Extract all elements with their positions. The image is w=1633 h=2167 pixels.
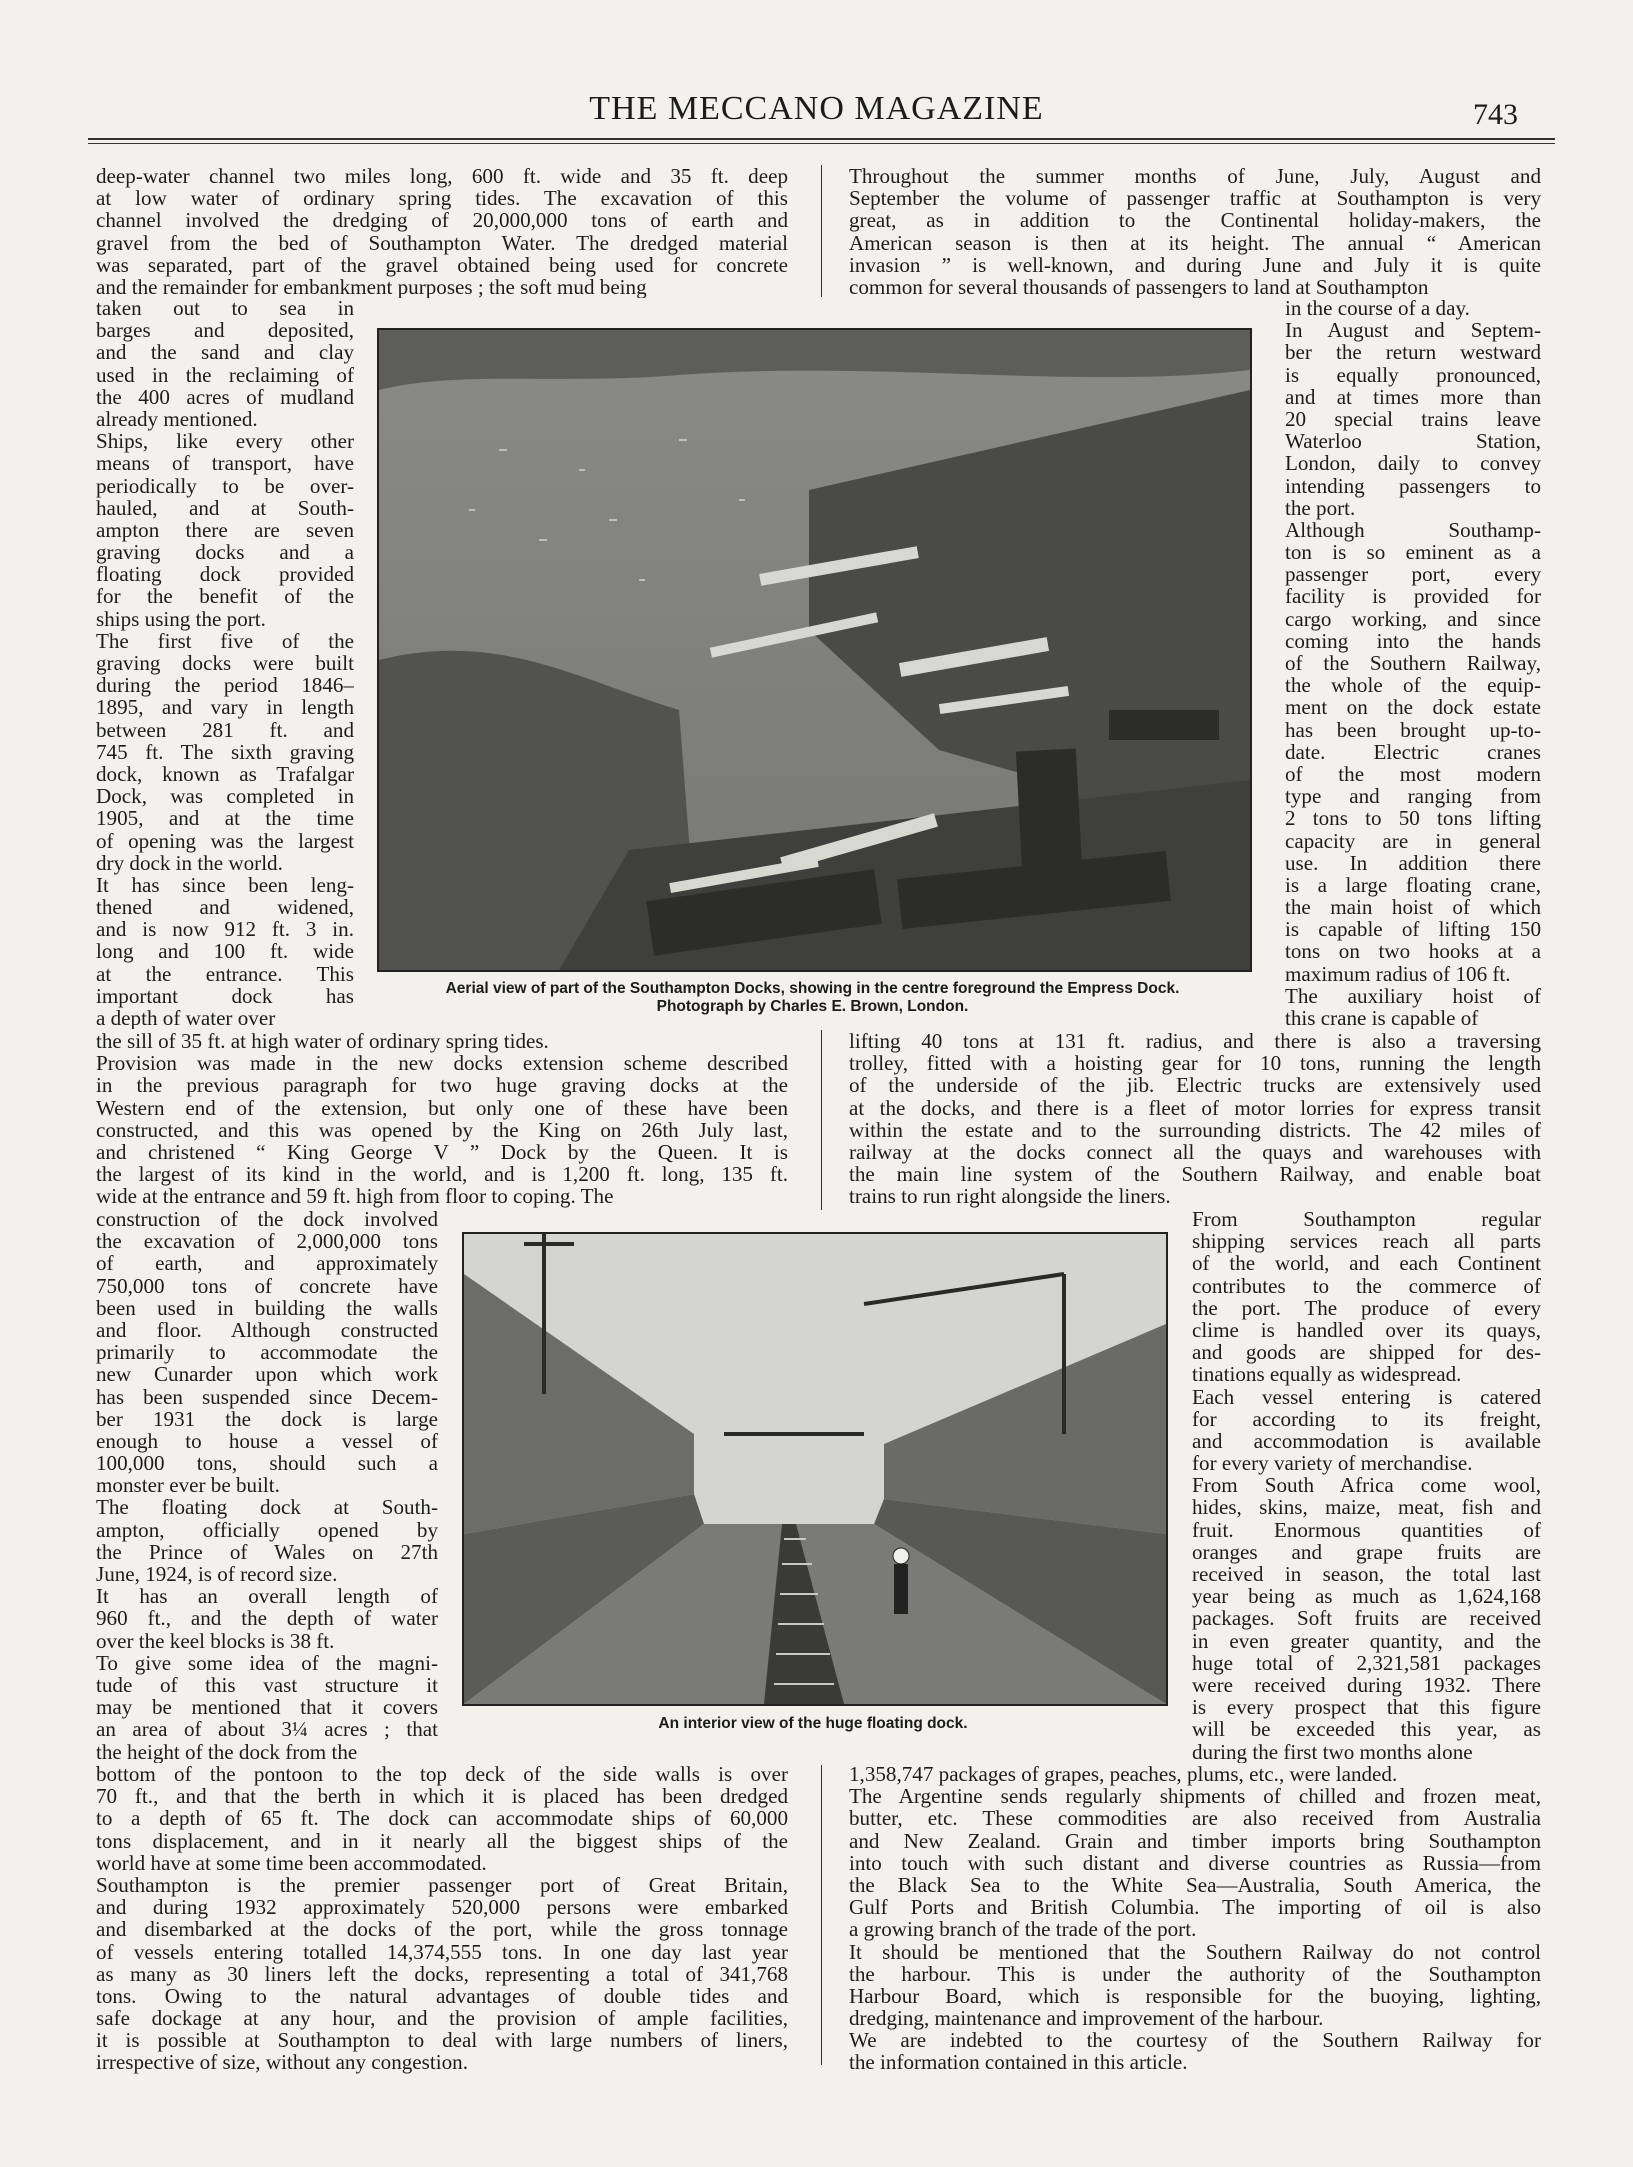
right-column-bottom-text bbox=[849, 1763, 1541, 2074]
floating-dock-photo bbox=[462, 1232, 1168, 1706]
text-line: the largest of its kind in the world, and is 1,200 ft. long, 135 ft. bbox=[96, 1162, 788, 1187]
text-line: 1905, and at the time bbox=[96, 806, 354, 831]
text-line: hauled, and at South- bbox=[96, 495, 354, 520]
text-line: the information contained in this article. bbox=[849, 2050, 1188, 2074]
text-line: and the sand and clay bbox=[96, 340, 354, 365]
magazine-title: THE MECCANO MAGAZINE bbox=[589, 90, 1044, 127]
text-line: The auxiliary hoist of bbox=[1285, 983, 1541, 1008]
aerial-caption-line-1: Aerial view of part of the Southampton Docks, showing in the centre foreground the Empress Dock. bbox=[445, 980, 1180, 997]
text-line: graving docks were built bbox=[96, 651, 354, 675]
text-line: packages. Soft fruits are received bbox=[1192, 1606, 1541, 1631]
right-column-wrap-text-2 bbox=[1192, 1208, 1541, 1763]
right-column-wrap-text-1 bbox=[1285, 297, 1541, 1029]
text-line: of earth, and approximately bbox=[96, 1251, 438, 1276]
text-line: important dock has bbox=[96, 983, 354, 1008]
text-line: maximum radius of 106 ft. bbox=[1285, 961, 1511, 986]
text-line: We are indebted to the courtesy of the Southern Railway for bbox=[849, 2028, 1541, 2053]
text-line: year being as much as 1,624,168 bbox=[1192, 1584, 1541, 1609]
right-column-middle-text bbox=[849, 1030, 1541, 1208]
text-line: It has an overall length of bbox=[96, 1584, 438, 1609]
text-line: Ships, like every other bbox=[96, 429, 354, 454]
text-line: ampton there are seven bbox=[96, 517, 354, 542]
text-line: The Argentine sends regularly shipments of chilled and frozen meat, bbox=[849, 1784, 1541, 1809]
text-line: was separated, part of the gravel obtained being used for concrete bbox=[96, 252, 788, 277]
text-line: has been suspended since Decem- bbox=[96, 1384, 438, 1409]
text-line: the 400 acres of mudland bbox=[96, 384, 354, 409]
text-line: and during 1932 approximately 520,000 persons were embarked bbox=[96, 1895, 788, 1920]
text-line: a depth of water over bbox=[96, 1006, 276, 1030]
text-line: From Southampton regular bbox=[1192, 1208, 1541, 1231]
text-line: ampton, officially opened by bbox=[96, 1517, 438, 1542]
left-column-wrap-text-2 bbox=[96, 1208, 438, 1763]
text-line: the sill of 35 ft. at high water of ordinary spring tides. bbox=[96, 1030, 549, 1053]
text-line: and accommodation is available bbox=[1192, 1428, 1541, 1453]
text-line: passenger port, every bbox=[1285, 562, 1541, 587]
text-line: barges and deposited, bbox=[96, 318, 354, 343]
text-line: and goods are shipped for des- bbox=[1192, 1340, 1541, 1365]
text-line: coming into the hands bbox=[1285, 628, 1541, 653]
text-line: and christened “ King George V ” Dock by the Queen. It is bbox=[96, 1139, 788, 1164]
column-divider-middle bbox=[821, 1030, 822, 1210]
text-line: an area of about 3¼ acres ; that bbox=[96, 1717, 438, 1742]
text-line: used in the reclaiming of bbox=[96, 362, 354, 387]
text-line: were received during 1932. There bbox=[1192, 1672, 1541, 1697]
text-line: facility is provided for bbox=[1285, 584, 1541, 609]
text-line: oranges and grape fruits are bbox=[1192, 1539, 1541, 1564]
text-line: long and 100 ft. wide bbox=[96, 939, 354, 964]
text-line: has been brought up-to- bbox=[1285, 717, 1541, 742]
page-number: 743 bbox=[1473, 98, 1518, 131]
text-line: butter, etc. These commodities are also received from Australia bbox=[849, 1806, 1541, 1831]
aerial-photo-caption bbox=[377, 980, 1248, 1016]
text-line: huge total of 2,321,581 packages bbox=[1192, 1650, 1541, 1675]
text-line: been used in building the walls bbox=[96, 1295, 438, 1320]
text-line: Gulf Ports and British Columbia. The importing of oil is also bbox=[849, 1895, 1541, 1920]
text-line: into touch with such distant and diverse countries as Russia—from bbox=[849, 1850, 1541, 1875]
text-line: at low water of ordinary spring tides. The excavation of this bbox=[96, 186, 788, 211]
aerial-caption-line-2: Photograph by Charles E. Brown, London. bbox=[656, 998, 969, 1015]
text-line: and disembarked at the docks of the port, while the gross tonnage bbox=[96, 1917, 788, 1942]
text-line: lifting 40 tons at 131 ft. radius, and there is also a traversing bbox=[849, 1030, 1541, 1053]
text-line: taken out to sea in bbox=[96, 297, 354, 320]
text-line: ton is so eminent as a bbox=[1285, 540, 1541, 565]
text-line: the excavation of 2,000,000 tons bbox=[96, 1229, 438, 1254]
floating-dock-illustration bbox=[464, 1234, 1166, 1704]
text-line: of opening was the largest bbox=[96, 828, 354, 853]
header-rule bbox=[88, 138, 1555, 140]
text-line: In August and Septem- bbox=[1285, 318, 1541, 343]
text-line: of the most modern bbox=[1285, 761, 1541, 786]
left-column-middle-text bbox=[96, 1030, 788, 1208]
text-line: and the remainder for embankment purposes ; the soft mud being bbox=[96, 274, 647, 299]
text-line: tude of this vast structure it bbox=[96, 1672, 438, 1697]
text-line: 100,000 tons, should such a bbox=[96, 1451, 438, 1476]
left-column-wrap-text-1 bbox=[96, 297, 354, 1029]
text-line: railway at the docks connect all the quays and warehouses with bbox=[849, 1139, 1541, 1164]
text-line: use. In addition there bbox=[1285, 850, 1541, 875]
text-line: of the Southern Railway, bbox=[1285, 651, 1541, 675]
text-line: is capable of lifting 150 bbox=[1285, 917, 1541, 942]
aerial-dock-photo bbox=[377, 328, 1252, 972]
text-line: during the first two months alone bbox=[1192, 1739, 1473, 1763]
text-line: shipping services reach all parts bbox=[1192, 1229, 1541, 1254]
text-line: the main hoist of which bbox=[1285, 895, 1541, 920]
text-line: between 281 ft. and bbox=[96, 717, 354, 742]
text-line: means of transport, have bbox=[96, 451, 354, 476]
text-line: 745 ft. The sixth graving bbox=[96, 739, 354, 764]
text-line: 750,000 tons of concrete have bbox=[96, 1273, 438, 1298]
text-line: safe dockage at any hour, and the provision of ample facilities, bbox=[96, 2006, 788, 2031]
text-line: in the previous paragraph for two huge graving docks at the bbox=[96, 1073, 788, 1098]
text-line: trolley, fitted with a hoisting gear for 10 tons, running the length bbox=[849, 1051, 1541, 1076]
text-line: June, 1924, is of record size. bbox=[96, 1562, 338, 1586]
text-line: and at times more than bbox=[1285, 384, 1541, 409]
text-line: received in season, the total last bbox=[1192, 1562, 1541, 1586]
text-line: for according to its freight, bbox=[1192, 1406, 1541, 1431]
text-line: ber 1931 the dock is large bbox=[96, 1406, 438, 1431]
text-line: the height of the dock from the bbox=[96, 1739, 358, 1763]
text-line: to a depth of 65 ft. The dock can accommodate ships of 60,000 bbox=[96, 1806, 788, 1831]
text-line: channel involved the dredging of 20,000,000 tons of earth and bbox=[96, 208, 788, 233]
text-line: and floor. Although constructed bbox=[96, 1317, 438, 1342]
text-line: To give some idea of the magni- bbox=[96, 1650, 438, 1675]
text-line: From South Africa come wool, bbox=[1192, 1473, 1541, 1498]
text-line: dock, known as Trafalgar bbox=[96, 761, 354, 786]
text-line: capacity are in general bbox=[1285, 828, 1541, 853]
text-line: 20 special trains leave bbox=[1285, 406, 1541, 431]
text-line: world have at some time been accommodated. bbox=[96, 1850, 487, 1875]
text-line: fruit. Enormous quantities of bbox=[1192, 1517, 1541, 1542]
text-line: the main line system of the Southern Railway, and enable boat bbox=[849, 1162, 1541, 1187]
text-line: intending passengers to bbox=[1285, 473, 1541, 498]
text-line: 2 tons to 50 tons lifting bbox=[1285, 806, 1541, 831]
text-line: tons on two hooks at a bbox=[1285, 939, 1541, 964]
text-line: will be exceeded this year, as bbox=[1192, 1717, 1541, 1742]
text-line: within the estate and to the surrounding districts. The 42 miles of bbox=[849, 1117, 1541, 1142]
text-line: Each vessel entering is catered bbox=[1192, 1384, 1541, 1409]
left-column-bottom-text bbox=[96, 1763, 788, 2074]
text-line: of the world, and each Continent bbox=[1192, 1251, 1541, 1276]
text-line: is a large floating crane, bbox=[1285, 872, 1541, 897]
text-line: contributes to the commerce of bbox=[1192, 1273, 1541, 1298]
text-line: new Cunarder upon which work bbox=[96, 1362, 438, 1387]
text-line: gravel from the bed of Southampton Water. The dredged material bbox=[96, 230, 788, 255]
text-line: periodically to be over- bbox=[96, 473, 354, 498]
text-line: is every prospect that this figure bbox=[1192, 1695, 1541, 1720]
text-line: ships using the port. bbox=[96, 606, 266, 631]
text-line: and is now 912 ft. 3 in. bbox=[96, 917, 354, 942]
text-line: the Black Sea to the White Sea—Australia, South America, the bbox=[849, 1872, 1541, 1897]
text-line: primarily to accommodate the bbox=[96, 1340, 438, 1365]
text-line: it is possible at Southampton to deal with large numbers of liners, bbox=[96, 2028, 788, 2053]
text-line: graving docks and a bbox=[96, 540, 354, 565]
text-line: dry dock in the world. bbox=[96, 850, 283, 875]
text-line: a growing branch of the trade of the port. bbox=[849, 1917, 1197, 1942]
text-line: The first five of the bbox=[96, 628, 354, 653]
text-line: during the period 1846– bbox=[96, 673, 354, 698]
text-line: 1895, and vary in length bbox=[96, 695, 354, 720]
text-line: date. Electric cranes bbox=[1285, 739, 1541, 764]
text-line: the Prince of Wales on 27th bbox=[96, 1539, 438, 1564]
text-line: Although Southamp- bbox=[1285, 517, 1541, 542]
text-line: in even greater quantity, and the bbox=[1192, 1628, 1541, 1653]
text-line: as many as 30 liners left the docks, representing a total of 341,768 bbox=[96, 1961, 788, 1986]
text-line: The floating dock at South- bbox=[96, 1495, 438, 1520]
text-line: wide at the entrance and 59 ft. high from floor to coping. The bbox=[96, 1184, 614, 1208]
text-line: common for several thousands of passengers to land at Southampton bbox=[849, 274, 1429, 299]
text-line: at the entrance. This bbox=[96, 961, 354, 986]
text-line: enough to house a vessel of bbox=[96, 1428, 438, 1453]
text-line: of the underside of the jib. Electric trucks are extensively used bbox=[849, 1073, 1541, 1098]
text-line: the port. bbox=[1285, 495, 1356, 520]
text-line: for the benefit of the bbox=[96, 584, 354, 609]
header-rule-thin bbox=[88, 143, 1555, 144]
text-line: dredging, maintenance and improvement of the harbour. bbox=[849, 2006, 1324, 2031]
text-line: It should be mentioned that the Southern Railway do not control bbox=[849, 1939, 1541, 1964]
text-line: invasion ” is well-known, and during June and July it is quite bbox=[849, 252, 1541, 277]
text-line: Dock, was completed in bbox=[96, 784, 354, 809]
text-line: great, as in addition to the Continental holiday-makers, the bbox=[849, 208, 1541, 233]
column-divider-bottom bbox=[821, 1765, 822, 2065]
text-line: monster ever be built. bbox=[96, 1473, 280, 1498]
aerial-dock-illustration bbox=[379, 330, 1250, 970]
text-line: tons displacement, and in it nearly all the biggest ships of the bbox=[96, 1828, 788, 1853]
text-line: constructed, and this was opened by the King on 26th July last, bbox=[96, 1117, 788, 1142]
text-line: in the course of a day. bbox=[1285, 297, 1470, 320]
text-line: 70 ft., and that the berth in which it is placed has been dredged bbox=[96, 1784, 788, 1809]
text-line: 960 ft., and the depth of water bbox=[96, 1606, 438, 1631]
right-column-top-text bbox=[849, 165, 1541, 298]
text-line: irrespective of size, without any congestion. bbox=[96, 2050, 468, 2074]
text-line: may be mentioned that it covers bbox=[96, 1695, 438, 1720]
text-line: already mentioned. bbox=[96, 406, 258, 431]
text-line: tinations equally as widespread. bbox=[1192, 1362, 1462, 1387]
text-line: the harbour. This is under the authority of the Southampton bbox=[849, 1961, 1541, 1986]
text-line: is equally pronounced, bbox=[1285, 362, 1541, 387]
column-divider-top bbox=[821, 165, 822, 297]
text-line: floating dock provided bbox=[96, 562, 354, 587]
text-line: 1,358,747 packages of grapes, peaches, plums, etc., were landed. bbox=[849, 1763, 1398, 1786]
text-line: at the docks, and there is a fleet of motor lorries for express transit bbox=[849, 1095, 1541, 1120]
text-line: type and ranging from bbox=[1285, 784, 1541, 809]
text-line: trains to run right alongside the liners. bbox=[849, 1184, 1171, 1208]
text-line: over the keel blocks is 38 ft. bbox=[96, 1628, 335, 1653]
text-line: Waterloo Station, bbox=[1285, 429, 1541, 454]
text-line: Throughout the summer months of June, July, August and bbox=[849, 165, 1541, 188]
text-line: of vessels entering totalled 14,374,555 tons. In one day last year bbox=[96, 1939, 788, 1964]
text-line: ment on the dock estate bbox=[1285, 695, 1541, 720]
text-line: bottom of the pontoon to the top deck of the side walls is over bbox=[96, 1763, 788, 1786]
text-line: Western end of the extension, but only one of these have been bbox=[96, 1095, 788, 1120]
text-line: the port. The produce of every bbox=[1192, 1295, 1541, 1320]
text-line: Southampton is the premier passenger port of Great Britain, bbox=[96, 1872, 788, 1897]
floating-dock-caption: An interior view of the huge floating dock. bbox=[658, 1715, 968, 1732]
text-line: this crane is capable of bbox=[1285, 1006, 1479, 1030]
text-line: hides, skins, maize, meat, fish and bbox=[1192, 1495, 1541, 1520]
text-line: construction of the dock involved bbox=[96, 1208, 438, 1231]
text-line: the whole of the equip- bbox=[1285, 673, 1541, 698]
text-line: Provision was made in the new docks extension scheme described bbox=[96, 1051, 788, 1076]
text-line: ber the return westward bbox=[1285, 340, 1541, 365]
text-line: for every variety of merchandise. bbox=[1192, 1451, 1473, 1476]
left-column-top-text bbox=[96, 165, 788, 298]
text-line: September the volume of passenger traffic at Southampton is very bbox=[849, 186, 1541, 211]
text-line: deep-water channel two miles long, 600 ft. wide and 35 ft. deep bbox=[96, 165, 788, 188]
text-line: clime is handled over its quays, bbox=[1192, 1317, 1541, 1342]
text-line: thened and widened, bbox=[96, 895, 354, 920]
text-line: It has since been leng- bbox=[96, 872, 354, 897]
text-line: and New Zealand. Grain and timber imports bring Southampton bbox=[849, 1828, 1541, 1853]
text-line: cargo working, and since bbox=[1285, 606, 1541, 631]
text-line: Harbour Board, which is responsible for the buoying, lighting, bbox=[849, 1983, 1541, 2008]
text-line: London, daily to convey bbox=[1285, 451, 1541, 476]
text-line: American season is then at its height. The annual “ American bbox=[849, 230, 1541, 255]
text-line: tons. Owing to the natural advantages of double tides and bbox=[96, 1983, 788, 2008]
